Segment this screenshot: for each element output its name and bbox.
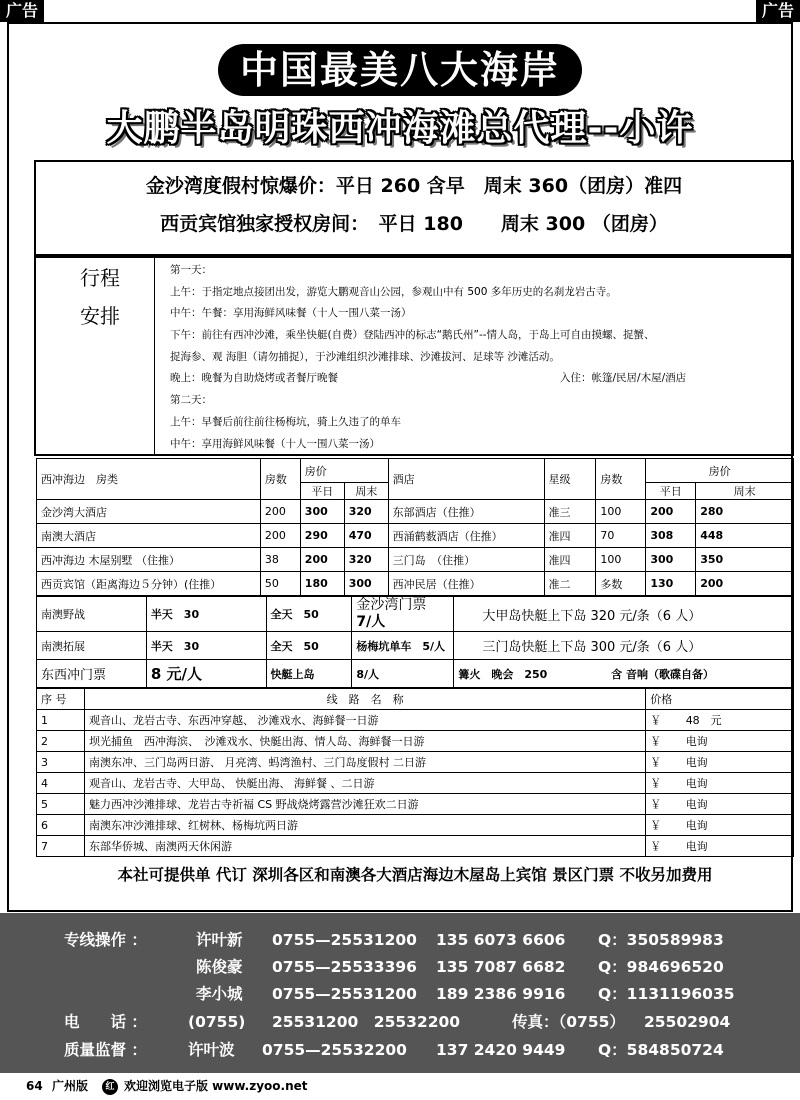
table-row (37, 710, 794, 731)
hotel-subheader-weekday-2: 平日 (646, 483, 696, 500)
cell: 魅力西冲沙滩排球、龙岩古寺祈福 CS 野战烧烤露营沙滩狂欢二日游 (84, 794, 645, 815)
table-row (37, 815, 794, 836)
page-number: 64 (26, 1079, 43, 1093)
contact-phone: 0755—25533396 (272, 958, 417, 976)
contact-name: 陈俊豪 (196, 958, 243, 976)
cell: 200 (646, 500, 696, 524)
cell: ￥ (646, 815, 682, 836)
qa-qq: Q：584850724 (598, 1041, 724, 1059)
cell: 电询 (682, 836, 794, 857)
qa-phone: 0755—25532200 (262, 1041, 407, 1059)
cell: 杨梅坑单车 5/人 (352, 632, 454, 660)
activities-table (36, 596, 794, 688)
cell: 200 (260, 500, 300, 524)
cell: 448 (696, 524, 794, 548)
contact-mobile: 135 6073 6606 (436, 931, 566, 949)
contact-phone: 0755—25531200 (272, 985, 417, 1003)
service-notice: 本社可提供单 代订 深圳各区和南澳各大酒店海边木屋岛上宾馆 景区门票 不收另加费用 (117, 866, 713, 884)
itinerary-label-1: 行程 (80, 266, 120, 290)
qa-mobile: 137 2420 9449 (436, 1041, 566, 1059)
page-footer (0, 1073, 800, 1100)
hotel-subheader-weekend-2: 周末 (696, 483, 794, 500)
cell: 48 元 (682, 710, 794, 731)
cell (352, 597, 454, 632)
contact-qq: Q：350589983 (598, 931, 724, 949)
audio-text: 含 音响（歌碟自备） (611, 667, 714, 681)
cell: 西冲海边 木屋别墅 （住推） (37, 548, 261, 572)
table-row (37, 548, 794, 572)
cell: 南澳东冲沙滩排球、红树林、杨梅坑两日游 (84, 815, 645, 836)
cell: 准四 (544, 524, 596, 548)
itinerary-line: 中午：午餐：享用海鲜风味餐（十人一围八菜一汤） (170, 307, 412, 320)
table-row (37, 660, 794, 688)
contact-name: 许叶新 (196, 931, 243, 949)
cell: 180 (300, 572, 344, 596)
ad-tag-right: 广告 (756, 0, 800, 22)
cell: ￥ (646, 731, 682, 752)
cell: 西冲民居（住推） (388, 572, 544, 596)
contact-row-tel (0, 1009, 800, 1035)
cell: ￥ (646, 773, 682, 794)
contact-phone: 0755—25531200 (272, 931, 417, 949)
tel-numbers: 25531200 25532200 (272, 1013, 461, 1031)
cell: 观音山、龙岩古寺、大甲岛、 快艇出海、 海鲜餐 、二日游 (84, 773, 645, 794)
cell: 200 (260, 524, 300, 548)
contact-name: 李小城 (196, 985, 243, 1003)
itinerary-line-evening (170, 368, 786, 390)
itinerary-line: 上午：于指定地点接团出发，游览大鹏观音山公园，参观山中有 500 多年历史的名刹龙岩古寺。 (170, 285, 617, 298)
footer-tagline: 欢迎浏览电子版 www.zyoo.net (124, 1079, 308, 1093)
itinerary-lines (170, 260, 786, 455)
edition-label: 广州版 (52, 1079, 89, 1093)
headline-wrap (0, 44, 800, 96)
qa-name: 许叶波 (188, 1041, 235, 1059)
cell: 电询 (682, 815, 794, 836)
jinshawan-ticket-label: 金沙湾门票 (356, 597, 427, 613)
route-table (36, 688, 794, 857)
hotel-subheader-weekday: 平日 (300, 483, 344, 500)
itinerary-line: 捉海参、观 海胆（请勿捕捉），于沙滩组织沙滩排球、沙滩拔河、足球等 沙滩活动。 (170, 350, 560, 363)
cell: 70 (596, 524, 646, 548)
cell: 100 (596, 500, 646, 524)
cell: 电询 (682, 752, 794, 773)
cell: 西涌鹤薮酒店（住推） (388, 524, 544, 548)
contact-mobile: 189 2386 9916 (436, 985, 566, 1003)
hotel-header-price-2: 房价 (646, 459, 794, 483)
contact-mobile: 135 7087 6682 (436, 958, 566, 976)
headline-subtitle: 大鹏半岛明珠西冲海滩总代理--小许 (106, 108, 694, 149)
route-header-row (37, 689, 794, 710)
cell: ￥ (646, 836, 682, 857)
contact-row-qa (0, 1037, 800, 1063)
cell: 东西冲门票 (37, 660, 147, 688)
cell: 全天 50 (266, 597, 352, 632)
cell: 4 (37, 773, 85, 794)
cell: 南澳野战 (37, 597, 147, 632)
cell: 350 (696, 548, 794, 572)
hotel-header-rooms: 房数 (260, 459, 300, 500)
cell: 南澳大酒店 (37, 524, 261, 548)
cell: 308 (646, 524, 696, 548)
hotel-header-hotel: 酒店 (388, 459, 544, 500)
hotel-header-roomtype: 西冲海边 房类 (37, 459, 261, 500)
table-row (37, 500, 794, 524)
cell (454, 660, 794, 688)
cell: 南澳东冲、三门岛两日游、 月亮湾、蚂湾渔村、三门岛度假村 二日游 (84, 752, 645, 773)
route-header-name: 线 路 名 称 (84, 689, 645, 710)
contact-qq: Q：1131196035 (598, 985, 735, 1003)
cell: 470 (344, 524, 388, 548)
cell: 多数 (596, 572, 646, 596)
table-row (37, 752, 794, 773)
cell: 东部华侨城、南澳两天休闲游 (84, 836, 645, 857)
qa-label: 质量监督 ： (64, 1041, 147, 1059)
cell: 300 (300, 500, 344, 524)
cell: 5 (37, 794, 85, 815)
route-header-price: 价格 (646, 689, 794, 710)
cell: 320 (344, 548, 388, 572)
hotel-subheader-weekend: 周末 (344, 483, 388, 500)
fax-number: 25502904 (644, 1013, 731, 1031)
cell: ￥ (646, 710, 682, 731)
table-row (37, 572, 794, 596)
price-line-xigong: 西贡宾馆独家授权房间： 平日 180 周末 300 （团房） (160, 213, 668, 235)
hotel-header-star: 星级 (544, 459, 596, 500)
cell: 7 (37, 836, 85, 857)
cell: 准四 (544, 548, 596, 572)
cell: 300 (344, 572, 388, 596)
itinerary-line: 上午：早餐后前往前往杨梅坑，骑上久违了的单车 (170, 415, 401, 428)
cell: 8/人 (352, 660, 454, 688)
itinerary-line: 下午：前往有西冲沙滩，乘坐快艇(自费）登陆西冲的标志“鹅氏州”--情人岛，于岛上可自由摸螺、捉蟹、 (170, 329, 655, 342)
cell: ￥ (646, 794, 682, 815)
table-row (37, 794, 794, 815)
cell: 全天 50 (266, 632, 352, 660)
itinerary-evening-text: 晚上：晚餐为自助烧烤或者餐厅晚餐 (170, 372, 338, 385)
cell: 金沙湾大酒店 (37, 500, 261, 524)
cell: 快艇上岛 (266, 660, 352, 688)
cell: 坝光捕鱼 西冲海滨、 沙滩戏水、快艇出海、情人岛、海鲜餐一日游 (84, 731, 645, 752)
cell: 电询 (682, 773, 794, 794)
price-box (34, 160, 794, 256)
contact-row-1 (0, 927, 800, 953)
tel-label: 电 话 ： (64, 1013, 147, 1031)
table-row (37, 773, 794, 794)
hotel-header-price: 房价 (300, 459, 388, 483)
cell: ￥ (646, 752, 682, 773)
tel-area: (0755) (188, 1013, 246, 1031)
cell: 8 元/人 (146, 660, 266, 688)
cell: 准二 (544, 572, 596, 596)
hotel-header-row (37, 459, 794, 483)
contact-row-2 (0, 954, 800, 980)
cell: 三门岛快艇上下岛 300 元/条（6 人） (454, 632, 794, 660)
headline-banner: 中国最美八大海岸 (218, 44, 582, 96)
cell: 100 (596, 548, 646, 572)
itinerary-box (34, 256, 794, 456)
cell: 38 (260, 548, 300, 572)
hotel-header-rooms-2: 房数 (596, 459, 646, 500)
cell: 3 (37, 752, 85, 773)
fax-label: 传真：（0755） (512, 1013, 625, 1031)
cell: 东部酒店（住推） (388, 500, 544, 524)
hotel-table (36, 458, 794, 596)
route-header-no: 序 号 (37, 689, 85, 710)
cell: 南澳拓展 (37, 632, 147, 660)
cell: 6 (37, 815, 85, 836)
itinerary-divider (154, 258, 155, 454)
cell: 50 (260, 572, 300, 596)
cell: 290 (300, 524, 344, 548)
cell: 300 (646, 548, 696, 572)
jinshawan-ticket-price: 7/人 (356, 614, 386, 630)
cell: 130 (646, 572, 696, 596)
itinerary-label-2: 安排 (80, 304, 120, 328)
cell: 三门岛 （住推） (388, 548, 544, 572)
cell: 1 (37, 710, 85, 731)
cell: 320 (344, 500, 388, 524)
table-row (37, 731, 794, 752)
table-row (37, 632, 794, 660)
itinerary-line: 第二天： (170, 394, 212, 407)
itinerary-stay: 入住：帐篷/民居/木屋/酒店 (560, 372, 687, 385)
itinerary-line: 第一天： (170, 264, 212, 276)
cell: 200 (300, 548, 344, 572)
contact-row-3 (0, 981, 800, 1007)
bonfire-text: 篝火 晚会 250 (458, 667, 548, 681)
contact-qq: Q：984696520 (598, 958, 724, 976)
cell: 半天 30 (146, 632, 266, 660)
itinerary-line: 中午：享用海鲜风味餐（十人一围八菜一汤） (170, 437, 380, 450)
cell: 电询 (682, 731, 794, 752)
cell: 西贡宾馆（距离海边５分钟）(住推） (37, 572, 261, 596)
table-row (37, 836, 794, 857)
cell: 电询 (682, 794, 794, 815)
logo-icon: 红 (102, 1079, 118, 1095)
cell: 200 (696, 572, 794, 596)
cell: 观音山、龙岩古寺、东西冲穿越、 沙滩戏水、海鲜餐一日游 (84, 710, 645, 731)
cell: 大甲岛快艇上下岛 320 元/条（6 人） (454, 597, 794, 632)
contact-panel (0, 913, 800, 1073)
table-row (37, 524, 794, 548)
cell: 2 (37, 731, 85, 752)
ad-tag-left: 广告 (0, 0, 44, 22)
cell: 半天 30 (146, 597, 266, 632)
price-line-jinshawan: 金沙湾度假村惊爆价：平日 260 含早 周末 360（团房）准四 (145, 175, 683, 197)
cell: 准三 (544, 500, 596, 524)
cell: 280 (696, 500, 794, 524)
ops-label: 专线操作 ： (64, 931, 147, 949)
